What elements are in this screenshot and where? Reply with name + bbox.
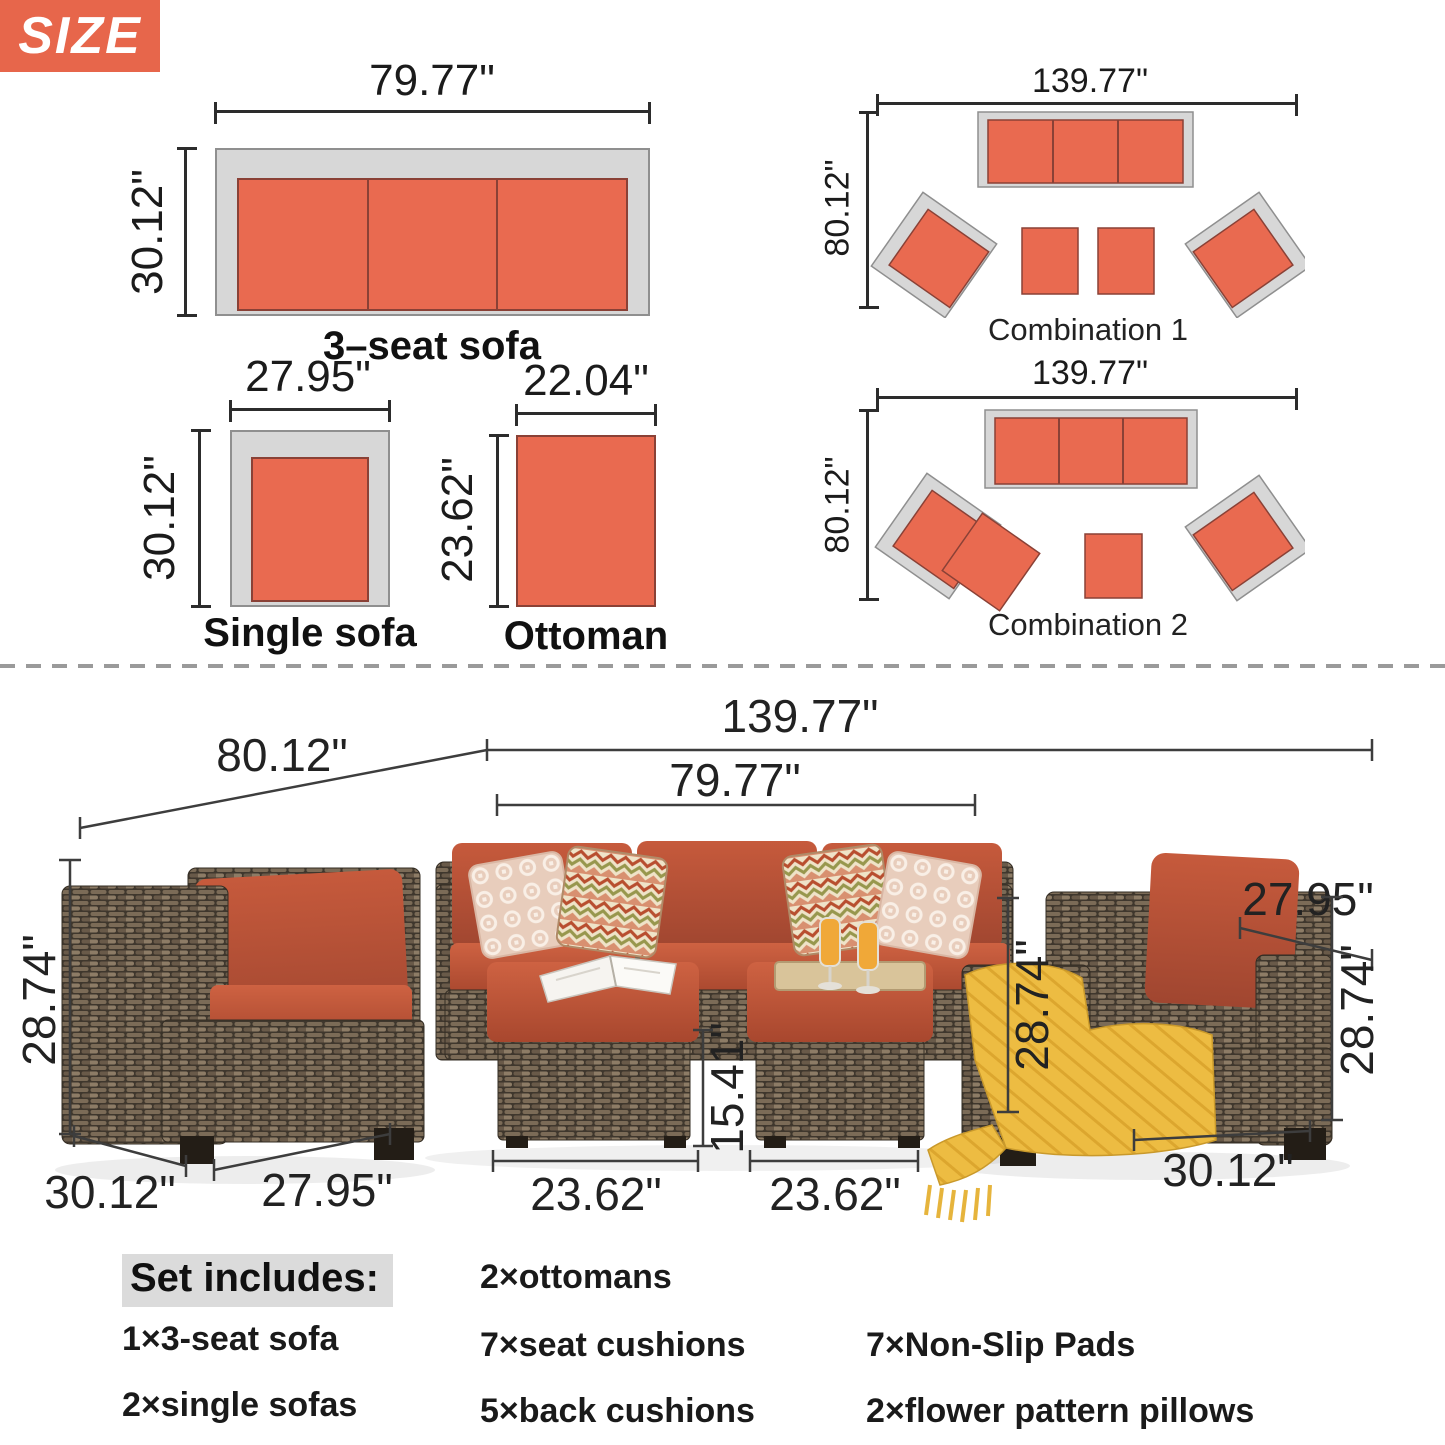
- ottoman-height-dimline: [496, 435, 499, 607]
- sofa3-topview: [215, 148, 650, 316]
- dim-left-chair-height: [13, 860, 81, 1134]
- combo1-left-chair: [871, 192, 996, 317]
- dim-ottoman2-width: [750, 1150, 918, 1220]
- set-includes-item: 5×back cushions: [480, 1392, 755, 1430]
- combo2-caption: Combination 2: [988, 607, 1188, 642]
- size-badge-label: SIZE: [18, 7, 142, 65]
- single-caption: Single sofa: [203, 611, 417, 655]
- combo1-width-dimline: [877, 102, 1297, 105]
- section-divider: [0, 664, 1445, 668]
- dim-sofa-width: [497, 754, 975, 816]
- dim-ottoman-height: [693, 1022, 753, 1153]
- left-chair-width-label: 27.95": [261, 1164, 393, 1216]
- ottoman-height-label: 23.62": [433, 457, 482, 583]
- combo2-layout: [868, 402, 1305, 630]
- single-width-dimline: [230, 408, 390, 411]
- sofa3-width-label: 79.77": [369, 56, 495, 105]
- dim-total-width: [487, 690, 1372, 761]
- set-includes-item: 2×single sofas: [122, 1386, 358, 1424]
- combo1-right-chair: [1185, 192, 1305, 317]
- combo1-height-label: 80.12": [818, 159, 857, 257]
- combo1-layout: [868, 106, 1305, 318]
- ottoman-height-label: 15.41": [701, 1022, 754, 1154]
- set-includes-item: 1×3-seat sofa: [122, 1320, 339, 1358]
- sofa3-height-label: 30.12": [123, 169, 172, 295]
- total-width-label: 139.77": [721, 690, 879, 742]
- left-chair-depth-label: 30.12": [44, 1166, 176, 1218]
- combo2-width-dimline: [877, 396, 1297, 399]
- sofa3-caption: 3–seat sofa: [323, 324, 541, 368]
- ottoman-width-label: 22.04": [523, 356, 649, 405]
- dim-total-depth: [80, 729, 487, 839]
- sofa3-height-dimline: [184, 148, 187, 316]
- left-chair-height-label: 28.74": [13, 934, 66, 1066]
- combo1-width-label: 139.77": [1031, 62, 1149, 100]
- sofa-height-label: 28.74": [1006, 939, 1059, 1071]
- right-chair-depth-label: 30.12": [1162, 1144, 1294, 1196]
- set-includes-item: 2×flower pattern pillows: [866, 1392, 1255, 1430]
- set-includes-title: Set includes:: [122, 1254, 393, 1307]
- total-depth-label: 80.12": [216, 729, 348, 781]
- sofa3-width-dimline: [215, 110, 650, 113]
- combo1-caption: Combination 1: [988, 312, 1188, 347]
- combo1-ottoman-2: [1098, 228, 1154, 294]
- ottoman1-width-label: 23.62": [530, 1168, 662, 1220]
- chevron-pillow: [556, 846, 669, 959]
- single-width-label: 27.95": [245, 352, 371, 401]
- single-height-dimline: [198, 430, 201, 607]
- ottoman-caption: Ottoman: [503, 614, 669, 658]
- combo1-ottoman-1: [1022, 228, 1078, 294]
- combo2-right-chair: [1185, 475, 1305, 600]
- blanket-fringe: [926, 1185, 990, 1222]
- combo2-width-label: 139.77": [1031, 354, 1149, 392]
- product-photo: [0, 680, 1445, 1260]
- ottoman2-width-label: 23.62": [769, 1168, 901, 1220]
- left-single-sofa: [62, 868, 424, 1164]
- ottoman-topview: [516, 435, 656, 607]
- single-height-label: 30.12": [135, 455, 184, 581]
- flower-pattern-pillow: [874, 851, 983, 960]
- set-includes-item: 7×Non-Slip Pads: [866, 1326, 1136, 1364]
- right-chair-height-label: 28.74": [1331, 944, 1384, 1076]
- set-includes-item: 2×ottomans: [480, 1258, 672, 1296]
- serving-tray: [775, 962, 925, 990]
- size-badge: [0, 0, 160, 72]
- single-sofa-topview: [230, 430, 390, 607]
- chair-foot: [374, 1128, 414, 1160]
- set-includes-item: 7×seat cushions: [480, 1326, 746, 1364]
- combo2-height-label: 80.12": [818, 456, 857, 554]
- dim-ottoman1-width: [493, 1150, 698, 1220]
- sofa-width-label: 79.77": [669, 754, 801, 806]
- right-chair-width-label: 27.95": [1242, 873, 1374, 925]
- combo2-center-ottoman: [1085, 534, 1142, 598]
- ottoman-width-dimline: [516, 412, 656, 415]
